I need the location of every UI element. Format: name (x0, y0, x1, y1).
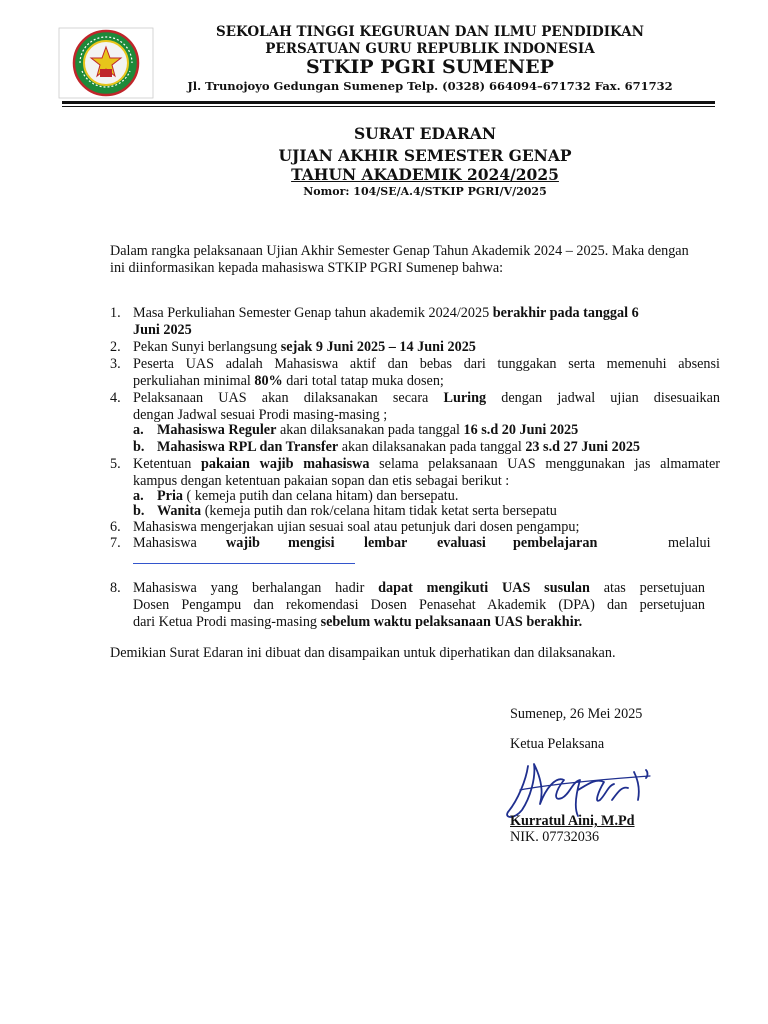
item-7-word-4 (364, 535, 407, 552)
signatory-nik: NIK. 07732036 (510, 829, 600, 845)
item-5b-text: (kemeja putih dan rok/celana hitam tidak ketat serta bersepatu (201, 503, 557, 519)
item-4-line-2: dengan Jadwal sesuai Prodi masing-masing ; (133, 407, 388, 423)
item-1-bold-2: Juni 2025 (133, 322, 192, 338)
item-5b-bold: Wanita (157, 503, 202, 519)
item-7-bold-2: mengisi (288, 535, 335, 551)
item-1-bold: berakhir pada tanggal 6 (492, 305, 639, 321)
item-7-number: 7. (110, 535, 121, 551)
item-6-line: Mahasiswa mengerjakan ujian sesuai soal atau petunjuk dari dosen pengampu; (133, 519, 580, 535)
item-7-word-2 (226, 535, 260, 552)
item-8-line-2: Dosen Pengampu dan rekomendasi Dosen Penasehat Akademik (DPA) dan persetujuan (133, 597, 705, 613)
closing-statement: Demikian Surat Edaran ini dibuat dan disampaikan untuk diperhatikan dan dilaksanakan. (110, 645, 616, 661)
item-3-text-2: dari total tatap muka dosen; (282, 373, 444, 389)
item-1-line-2 (133, 322, 192, 339)
signatory-name-text: Kurratul Aini, M.Pd (510, 813, 635, 829)
signature-role: Ketua Pelaksana (510, 736, 605, 752)
item-8-line-1 (133, 580, 705, 597)
item-5b-line (157, 503, 557, 520)
item-4b-date: 23 s.d 27 Juni 2025 (525, 439, 641, 455)
letterhead-rule-thin (62, 106, 715, 107)
college-logo (58, 27, 154, 99)
item-8-number: 8. (110, 580, 121, 596)
item-4a-bold: Mahasiswa Reguler (157, 422, 277, 438)
institution-address: Jl. Trunojoyo Gedungan Sumenep Telp. (0328) 664094–671732 Fax. 671732 (187, 79, 673, 93)
item-4b-bold: Mahasiswa RPL dan Transfer (157, 439, 339, 455)
item-4-number: 4. (110, 390, 121, 406)
item-3-bold: 80% (254, 373, 283, 389)
item-2-line-1 (133, 339, 476, 356)
item-7-word-3 (288, 535, 335, 552)
institution-name: STKIP PGRI SUMENEP (306, 56, 554, 78)
item-5-text: Ketentuan (133, 456, 202, 472)
item-4-text-2: dengan jadwal ujian disesuaikan (486, 390, 720, 406)
item-4a-marker: a. (133, 422, 144, 438)
evaluation-link-placeholder[interactable] (133, 563, 355, 564)
item-5-number: 5. (110, 456, 121, 472)
item-5a-text: ( kemeja putih dan celana hitam) dan bersepatu. (183, 488, 459, 504)
item-4a-date: 16 s.d 20 Juni 2025 (463, 422, 579, 438)
item-6-number: 6. (110, 519, 121, 535)
title-line-2: UJIAN AKHIR SEMESTER GENAP (278, 146, 572, 165)
item-4-text: Pelaksanaan UAS akan dilaksanakan secara (133, 390, 444, 406)
item-8-text-3: dari Ketua Prodi masing-masing (133, 614, 321, 630)
item-7-word-1: Mahasiswa (133, 535, 197, 551)
item-8-line-3 (133, 614, 582, 631)
item-3-text: perkuliahan minimal (133, 373, 255, 389)
letterhead-rule-thick (62, 101, 715, 104)
item-3-number: 3. (110, 356, 121, 372)
item-5-line-1 (133, 456, 720, 473)
item-7-bold-5: pembelajaran (513, 535, 598, 551)
item-7-bold-3: lembar (364, 535, 408, 551)
signature-place-date: Sumenep, 26 Mei 2025 (510, 706, 643, 722)
item-2-text: Pekan Sunyi berlangsung (133, 339, 281, 355)
title-line-1: SURAT EDARAN (353, 124, 497, 143)
item-4-bold: Luring (443, 390, 487, 406)
item-8-text-2: atas persetujuan (589, 580, 706, 596)
item-4b-text: akan dilaksanakan pada tanggal (338, 439, 526, 455)
title-line-3-text: TAHUN AKADEMIK 2024/2025 (291, 165, 559, 184)
title-line-3 (190, 165, 660, 184)
item-5a-marker: a. (133, 488, 144, 504)
item-3-line-2 (133, 373, 444, 390)
item-4a-line (157, 422, 578, 439)
item-4a-text: akan dilaksanakan pada tanggal (276, 422, 464, 438)
item-5-bold: pakaian wajib mahasiswa (201, 456, 370, 472)
item-7-word-5 (437, 535, 486, 552)
item-1-text: Masa Perkuliahan Semester Genap tahun akademik 2024/2025 (133, 305, 493, 321)
item-4b-line (157, 439, 640, 456)
item-5-line-2: kampus dengan ketentuan pakaian sopan dan etis sebagai berikut : (133, 473, 510, 489)
item-5-text-2: selama pelaksanaan UAS menggunakan jas almamater (369, 456, 720, 472)
item-1-number: 1. (110, 305, 121, 321)
item-7-word-7: melalui (668, 535, 711, 551)
item-7-word-6 (513, 535, 597, 552)
item-3-line-1: Peserta UAS adalah Mahasiswa aktif dan bebas dari tunggakan serta memenuhi absensi (133, 356, 720, 372)
intro-line-1: Dalam rangka pelaksanaan Ujian Akhir Semester Genap Tahun Akademik 2024 – 2025. Maka dengan (110, 243, 689, 259)
item-2-bold: sejak 9 Juni 2025 – 14 Juni 2025 (280, 339, 476, 355)
item-8-bold-2: sebelum waktu pelaksanaan UAS berakhir. (320, 614, 583, 630)
item-7-bold-4: evaluasi (437, 535, 486, 551)
item-5a-bold: Pria (157, 488, 183, 504)
item-4-line-1 (133, 390, 720, 407)
item-5b-marker: b. (133, 503, 145, 519)
item-7-bold-1: wajib (226, 535, 260, 551)
item-8-bold: dapat mengikuti UAS susulan (378, 580, 590, 596)
intro-line-2: ini diinformasikan kepada mahasiswa STKIP PGRI Sumenep bahwa: (110, 260, 504, 276)
item-4b-marker: b. (133, 439, 145, 455)
item-2-number: 2. (110, 339, 121, 355)
letter-number: Nomor: 104/SE/A.4/STKIP PGRI/V/2025 (303, 185, 547, 198)
letterhead-line-2: PERSATUAN GURU REPUBLIK INDONESIA (265, 41, 595, 57)
signatory-name (510, 813, 635, 830)
item-8-text: Mahasiswa yang berhalangan hadir (133, 580, 379, 596)
item-1-line-1 (133, 305, 639, 322)
letterhead-line-1: SEKOLAH TINGGI KEGURUAN DAN ILMU PENDIDIKAN (215, 24, 645, 40)
